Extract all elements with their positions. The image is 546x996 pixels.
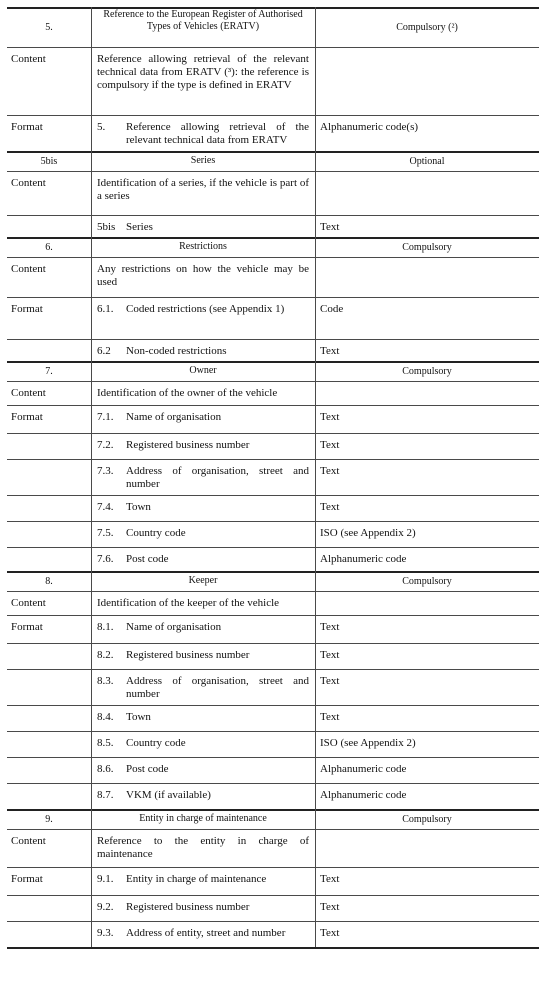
row-label: Content: [11, 597, 46, 609]
table-bottom-border: [7, 947, 539, 949]
column-divider: [315, 215, 316, 237]
item-number: 9.1.: [97, 873, 114, 885]
row-divider: [7, 757, 539, 758]
column-divider: [315, 829, 316, 867]
item-text: Town: [126, 711, 151, 723]
column-divider: [315, 895, 316, 921]
row-divider: [7, 495, 539, 496]
column-divider: [315, 571, 316, 591]
section-title: Reference to the European Register of Authorised Types of Vehicles (ERATV): [103, 9, 303, 32]
item-text: VKM (if available): [126, 789, 211, 801]
column-divider: [91, 705, 92, 731]
column-divider: [91, 591, 92, 615]
column-divider: [315, 433, 316, 459]
column-divider: [91, 433, 92, 459]
item-number: 7.2.: [97, 439, 114, 451]
section-title: Restrictions: [179, 240, 227, 252]
item-text: Entity in charge of maintenance: [126, 873, 267, 885]
item-text: Reference allowing retrieval of the relevant technical data from ERATV: [126, 121, 309, 146]
content-text: Identification of the keeper of the vehicle: [97, 597, 280, 609]
column-divider: [315, 151, 316, 171]
row-divider: [7, 47, 539, 48]
column-divider: [91, 215, 92, 237]
row-divider: [7, 783, 539, 784]
column-divider: [91, 731, 92, 757]
content-text: Identification of the owner of the vehicle: [97, 387, 278, 399]
item-number: 5.: [97, 121, 106, 133]
row-label: Format: [11, 621, 43, 633]
row-label: Format: [11, 303, 43, 315]
item-text: Address of entity, street and number: [126, 927, 286, 939]
requirement-status: Compulsory: [402, 365, 452, 377]
item-number: 8.1.: [97, 621, 114, 633]
item-format: Code: [320, 303, 344, 315]
section-title: Entity in charge of maintenance: [139, 812, 267, 824]
row-divider: [7, 591, 539, 592]
row-divider: [7, 459, 539, 460]
column-divider: [315, 921, 316, 947]
item-text: Name of organisation: [126, 621, 222, 633]
column-divider: [91, 47, 92, 115]
column-divider: [315, 297, 316, 339]
item-format: Text: [320, 411, 340, 423]
item-number: 8.2.: [97, 649, 114, 661]
requirement-status: Optional: [409, 155, 445, 167]
section-title: Series: [190, 154, 216, 166]
item-number: 8.4.: [97, 711, 114, 723]
column-divider: [91, 783, 92, 809]
column-divider: [315, 459, 316, 495]
item-number: 7.4.: [97, 501, 114, 513]
row-label: Content: [11, 53, 46, 65]
item-number: 9.3.: [97, 927, 114, 939]
column-divider: [315, 115, 316, 151]
row-divider: [7, 381, 539, 382]
column-divider: [91, 405, 92, 433]
item-text: Post code: [126, 763, 169, 775]
content-text: Reference allowing retrieval of the relevant technical data from ERATV (³): the reference is compulsory if the type is defined in ERATV: [97, 53, 309, 91]
column-divider: [91, 615, 92, 643]
row-divider: [7, 433, 539, 434]
section-title: Owner: [189, 364, 217, 376]
column-divider: [91, 7, 92, 47]
item-number: 8.7.: [97, 789, 114, 801]
row-divider: [7, 921, 539, 922]
row-divider: [7, 895, 539, 896]
item-text: Series: [126, 221, 153, 233]
row-divider: [7, 171, 539, 172]
column-divider: [91, 459, 92, 495]
column-divider: [315, 809, 316, 829]
item-number: 8.5.: [97, 737, 114, 749]
item-format: Text: [320, 927, 340, 939]
column-divider: [91, 257, 92, 297]
column-divider: [315, 867, 316, 895]
content-text: Identification of a series, if the vehicle is part of a series: [97, 177, 309, 202]
column-divider: [315, 47, 316, 115]
item-format: Text: [320, 439, 340, 451]
section-number: 7.: [45, 365, 53, 377]
item-text: Non-coded restrictions: [126, 345, 227, 357]
column-divider: [315, 731, 316, 757]
column-divider: [315, 495, 316, 521]
content-text: Any restrictions on how the vehicle may be used: [97, 263, 309, 288]
column-divider: [91, 339, 92, 361]
row-divider: [7, 215, 539, 216]
column-divider: [315, 361, 316, 381]
column-divider: [91, 115, 92, 151]
column-divider: [315, 615, 316, 643]
row-divider: [7, 151, 539, 153]
column-divider: [315, 7, 316, 47]
item-number: 7.3.: [97, 465, 114, 477]
item-text: Coded restrictions (see Appendix 1): [126, 303, 285, 315]
column-divider: [91, 867, 92, 895]
item-text: Registered business number: [126, 649, 250, 661]
column-divider: [91, 171, 92, 215]
section-title: Keeper: [188, 574, 218, 586]
item-text: Country code: [126, 527, 186, 539]
item-format: Text: [320, 901, 340, 913]
row-label: Format: [11, 873, 43, 885]
item-format: Text: [320, 649, 340, 661]
item-text: Post code: [126, 553, 169, 565]
row-divider: [7, 705, 539, 706]
section-number: 5bis: [40, 155, 58, 167]
item-number: 8.3.: [97, 675, 114, 687]
column-divider: [315, 171, 316, 215]
section-number: 5.: [45, 21, 53, 33]
column-divider: [315, 783, 316, 809]
content-text: Reference to the entity in charge of maintenance: [97, 835, 309, 860]
row-divider: [7, 643, 539, 644]
column-divider: [91, 571, 92, 591]
section-number: 6.: [45, 241, 53, 253]
row-divider: [7, 297, 539, 298]
item-format: Text: [320, 675, 340, 687]
column-divider: [91, 809, 92, 829]
section-number: 9.: [45, 813, 53, 825]
item-text: Address of organisation, street and number: [126, 465, 309, 490]
row-divider: [7, 547, 539, 548]
row-label: Content: [11, 263, 46, 275]
row-label: Content: [11, 387, 46, 399]
column-divider: [315, 643, 316, 669]
item-format: Text: [320, 501, 340, 513]
row-divider: [7, 237, 539, 239]
item-format: Alphanumeric code: [320, 789, 407, 801]
row-label: Format: [11, 121, 43, 133]
item-text: Name of organisation: [126, 411, 222, 423]
row-divider: [7, 257, 539, 258]
column-divider: [315, 521, 316, 547]
item-format: Text: [320, 621, 340, 633]
item-format: Text: [320, 873, 340, 885]
item-format: Text: [320, 711, 340, 723]
item-text: Town: [126, 501, 151, 513]
item-format: Text: [320, 345, 340, 357]
column-divider: [91, 361, 92, 381]
item-format: Alphanumeric code: [320, 553, 407, 565]
row-divider: [7, 809, 539, 811]
requirement-status: Compulsory: [402, 241, 452, 253]
column-divider: [315, 381, 316, 405]
row-divider: [7, 521, 539, 522]
column-divider: [91, 237, 92, 257]
item-format: ISO (see Appendix 2): [320, 527, 416, 539]
item-number: 7.6.: [97, 553, 114, 565]
item-text: Registered business number: [126, 439, 250, 451]
row-divider: [7, 339, 539, 340]
item-text: Registered business number: [126, 901, 250, 913]
column-divider: [315, 257, 316, 297]
item-number: 8.6.: [97, 763, 114, 775]
section-number: 8.: [45, 575, 53, 587]
row-divider: [7, 405, 539, 406]
column-divider: [91, 547, 92, 571]
column-divider: [91, 757, 92, 783]
column-divider: [91, 669, 92, 705]
row-divider: [7, 867, 539, 868]
row-label: Content: [11, 835, 46, 847]
requirement-status: Compulsory (²): [396, 21, 458, 33]
item-format: Alphanumeric code(s): [320, 121, 419, 133]
column-divider: [315, 669, 316, 705]
item-number: 6.2: [97, 345, 111, 357]
item-format: Alphanumeric code: [320, 763, 407, 775]
row-divider: [7, 669, 539, 670]
column-divider: [315, 237, 316, 257]
item-format: Text: [320, 221, 340, 233]
column-divider: [91, 297, 92, 339]
column-divider: [315, 705, 316, 731]
column-divider: [91, 521, 92, 547]
item-number: 7.1.: [97, 411, 114, 423]
column-divider: [315, 339, 316, 361]
requirement-status: Compulsory: [402, 813, 452, 825]
row-divider: [7, 731, 539, 732]
requirement-status: Compulsory: [402, 575, 452, 587]
row-divider: [7, 829, 539, 830]
column-divider: [91, 895, 92, 921]
row-label: Format: [11, 411, 43, 423]
item-text: Country code: [126, 737, 186, 749]
column-divider: [91, 921, 92, 947]
column-divider: [315, 591, 316, 615]
item-format: Text: [320, 465, 340, 477]
column-divider: [315, 547, 316, 571]
column-divider: [315, 405, 316, 433]
item-number: 9.2.: [97, 901, 114, 913]
row-label: Content: [11, 177, 46, 189]
column-divider: [91, 151, 92, 171]
column-divider: [91, 829, 92, 867]
column-divider: [91, 381, 92, 405]
item-format: ISO (see Appendix 2): [320, 737, 416, 749]
item-number: 5bis: [97, 221, 116, 233]
item-text: Address of organisation, street and number: [126, 675, 309, 700]
column-divider: [315, 757, 316, 783]
item-number: 6.1.: [97, 303, 114, 315]
item-number: 7.5.: [97, 527, 114, 539]
column-divider: [91, 643, 92, 669]
column-divider: [91, 495, 92, 521]
row-divider: [7, 115, 539, 116]
row-divider: [7, 571, 539, 573]
row-divider: [7, 361, 539, 363]
row-divider: [7, 615, 539, 616]
